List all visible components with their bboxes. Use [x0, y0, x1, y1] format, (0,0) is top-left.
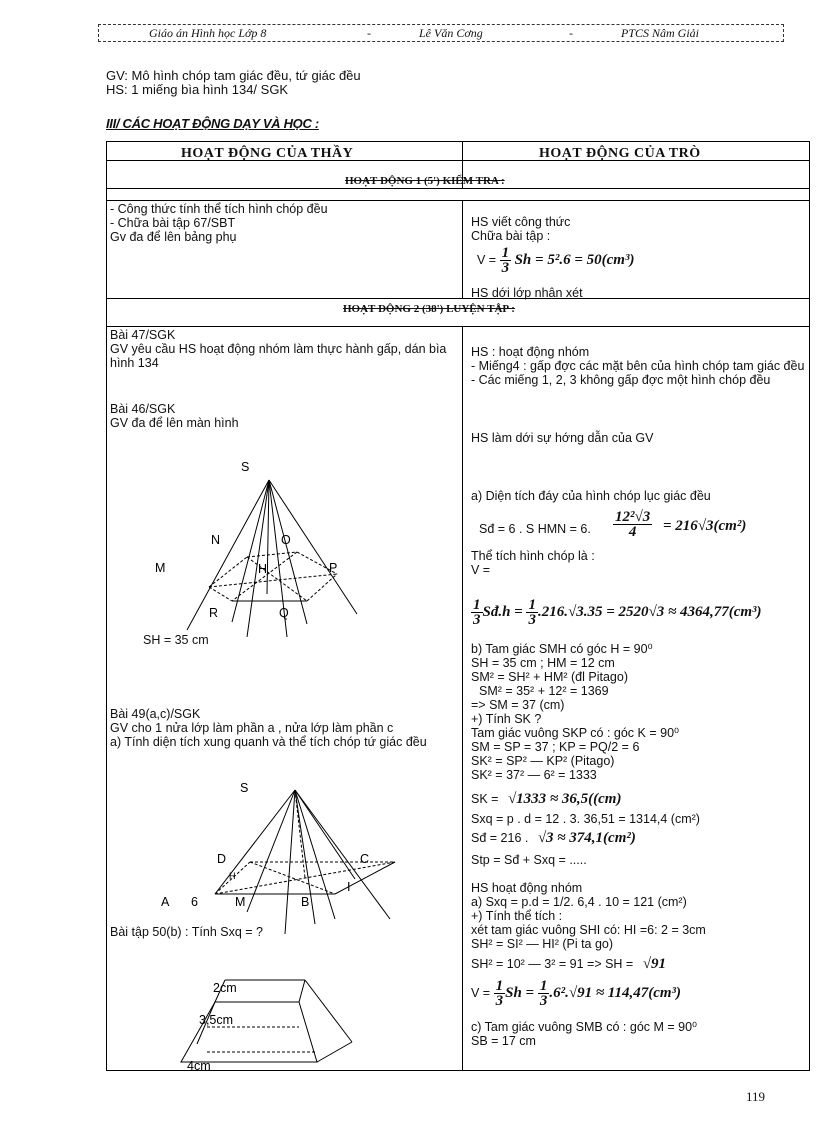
page-number: 119	[746, 1089, 766, 1104]
hexagonal-pyramid-figure	[147, 452, 367, 637]
text-line: SM² = SH² + HM² (đl Pitago)	[471, 670, 628, 684]
teacher-activity-2	[110, 328, 460, 370]
section-title: III/ CÁC HOẠT ĐỘNG DẠY VÀ HỌC :	[106, 116, 319, 131]
label-4cm: 4cm	[187, 1059, 211, 1070]
label-q: Q	[279, 606, 289, 620]
formula: .216.√3.35 = 2520√3 ≈ 4364,77(cm³)	[537, 603, 762, 620]
text-line: Sđ = 6 . S HMN = 6.	[479, 522, 591, 536]
activity-1-heading: HOẠT ĐỘNG 1 (5') KIỂM TRA :	[345, 175, 505, 187]
col-teacher-heading: HOẠT ĐỘNG CỦA THẦY	[181, 146, 354, 161]
triangle-smh	[471, 642, 679, 782]
numerator: 1	[501, 245, 510, 261]
divider	[107, 298, 809, 299]
header-center: Lê Văn Cơng	[419, 26, 483, 40]
text-line: GV cho 1 nửa lớp làm phần a , nửa lớp làm phần c	[110, 721, 394, 735]
text-line: SK² = 37² — 6² = 1333	[471, 768, 597, 782]
text-line: HS : hoạt động nhóm	[471, 345, 590, 359]
text-line: HS làm dới sự hớng dẫn của GV	[471, 431, 654, 445]
label-a: A	[161, 895, 170, 909]
formula: √3 ≈ 374,1(cm²)	[537, 830, 636, 846]
label-h: H	[229, 871, 236, 881]
label-o: O	[281, 533, 291, 547]
text-line: SH = 35 cm ; HM = 12 cm	[471, 656, 615, 670]
label-m: M	[235, 895, 246, 909]
numerator: 12²√3	[615, 509, 651, 525]
text-line: Sđ = 216 .	[471, 831, 529, 845]
formula: .6².√91 ≈ 114,47(cm³)	[549, 984, 682, 1001]
formula: √91	[642, 956, 666, 972]
label-six: 6	[191, 895, 198, 909]
text-line: a) Sxq = p.d = 1/2. 6,4 . 10 = 121 (cm²)	[471, 895, 687, 909]
divider	[107, 188, 809, 189]
text-line: V =	[471, 563, 491, 577]
formula: √1333 ≈ 36,5((cm)	[507, 791, 622, 807]
page-header	[98, 24, 784, 42]
col-student-heading: HOẠT ĐỘNG CỦA TRÒ	[539, 146, 701, 161]
intro-gv: GV: Mô hình chóp tam giác đều, tứ giác đều	[106, 68, 361, 83]
formula: Sh =	[505, 984, 538, 1001]
formula: = 216√3(cm²)	[663, 518, 747, 534]
frustum-figure	[167, 972, 377, 1070]
sh-calc	[471, 957, 666, 971]
volume-calc: $\frac{1}{3}$ Sđ.h = $\frac{1}{3}$ .216.√3.35 = 2520√3 ≈ 4364,77(cm³)	[473, 597, 762, 628]
text-line: Bài 47/SGK	[110, 328, 176, 342]
teacher-activity-1	[110, 202, 328, 244]
text-line: SB = 17 cm	[471, 1034, 536, 1048]
intro	[106, 69, 361, 97]
text-line: Tam giác vuông SKP có : góc K = 90⁰	[471, 726, 680, 740]
sk-line	[471, 792, 621, 806]
text-line: - Miếng4 : gấp đợc các mặt bên của hình chóp tam giác đều	[471, 359, 805, 373]
header-sep-2: -	[569, 26, 573, 40]
label-n: N	[211, 533, 221, 547]
text-line: SM² = 35² + 12² = 1369	[479, 684, 609, 698]
text-line: - Các miếng 1, 2, 3 không gấp đợc một hình chóp đều	[471, 373, 771, 387]
label-b: B	[301, 895, 310, 909]
text-line: V =	[477, 252, 497, 267]
text-line: SK =	[471, 792, 499, 806]
volume-calc-2: V = $\frac{1}{3}$ Sh = $\frac{1}{3}$ .6².√91 ≈ 114,47(cm³)	[471, 978, 682, 1009]
exercise-49	[110, 707, 460, 749]
label-c: C	[360, 852, 370, 866]
text-line: a) Diện tích đáy của hình chóp lục giác đều	[471, 489, 711, 503]
label-s: S	[240, 781, 249, 795]
text-line: - Chữa bài tập 67/SBT	[110, 216, 236, 230]
label-d: D	[217, 852, 227, 866]
student-note: HS dới lớp nhận xét	[471, 286, 583, 300]
sh-value: SH = 35 cm	[143, 633, 209, 647]
text-line: SH² = SI² — HI² (Pi ta go)	[471, 937, 614, 951]
label-i: I	[347, 880, 351, 894]
stp-line: Stp = Sđ + Sxq = .....	[471, 853, 587, 867]
text-line: HS viết công thức	[471, 215, 571, 229]
text-line: V =	[471, 985, 491, 1000]
text-line: SM = SP = 37 ; KP = PQ/2 = 6	[471, 740, 640, 754]
header-left: Giáo án Hình học Lớp 8	[149, 26, 267, 40]
text-line: => SM = 37 (cm)	[471, 698, 565, 712]
text-line: HS hoạt động nhóm	[471, 881, 583, 895]
intro-hs: HS: 1 miếng bìa hình 134/ SGK	[106, 82, 289, 97]
label-h: H	[258, 562, 268, 576]
student-activity-2	[471, 345, 807, 387]
text-line: c) Tam giác vuông SMB có : góc M = 90⁰	[471, 1020, 698, 1034]
student-activity-1	[471, 215, 570, 243]
triangle-smb	[471, 1020, 697, 1048]
exercise-46	[110, 402, 239, 430]
text-line: +) Tính SK ?	[471, 712, 542, 726]
text-line: Bài 46/SGK	[110, 402, 176, 416]
text-line: Bài 49(a,c)/SGK	[110, 707, 201, 721]
sxq-line: Sxq = p . d = 12 . 3. 36,51 = 1314,4 (cm²)	[471, 812, 700, 826]
label-s: S	[241, 460, 250, 474]
text-line: Thể tích hình chóp là :	[471, 549, 595, 563]
lesson-table	[106, 141, 810, 1071]
formula: Sđ.h =	[482, 603, 527, 620]
volume-formula	[477, 246, 634, 275]
formula: Sh = 5².6 = 50(cm³)	[514, 251, 635, 268]
divider	[107, 326, 809, 327]
denominator: 3	[501, 260, 510, 276]
text-line: xét tam giác vuông SHI có: HI =6: 2 = 3cm	[471, 923, 706, 937]
text-line: +) Tính thể tích :	[471, 909, 563, 923]
header-sep-1: -	[367, 26, 371, 40]
activity-2-heading: HOẠT ĐỘNG 2 (38') LUYỆN TẬP :	[343, 303, 515, 315]
text-line: Chữa bài tập :	[471, 229, 551, 243]
denominator: 4	[628, 524, 637, 540]
label-p: P	[329, 561, 338, 575]
text-line: SK² = SP² — KP² (Pitago)	[471, 754, 615, 768]
divider	[107, 200, 809, 201]
text-line: b) Tam giác SMH có góc H = 90⁰	[471, 642, 653, 656]
square-pyramid-figure	[155, 774, 405, 944]
divider	[462, 200, 463, 298]
text-line: SH² = 10² — 3² = 91 => SH =	[471, 957, 634, 971]
divider	[462, 326, 463, 1070]
group-work	[471, 881, 706, 951]
text-line: - Công thức tính thể tích hình chóp đều	[110, 202, 328, 216]
text-line: GV đa để lên màn hình	[110, 416, 239, 430]
header-right: PTCS Nâm Giải	[621, 26, 700, 40]
label-m: M	[155, 561, 166, 575]
label-r: R	[209, 606, 219, 620]
text-line: Gv đa để lên bảng phụ	[110, 230, 237, 244]
volume-label	[471, 549, 595, 577]
label-2cm: 2cm	[213, 981, 237, 995]
sd-line	[471, 831, 636, 845]
label-3-5cm: 3,5cm	[199, 1013, 234, 1027]
text-line: a) Tính diện tích xung quanh và thể tích chóp tứ giác đều	[110, 735, 427, 749]
text-line: GV yêu cầu HS hoạt động nhóm làm thực hành gấp, dán bìa hình 134	[110, 342, 447, 370]
exercise-50: Bài tập 50(b) : Tính Sxq = ?	[110, 925, 263, 939]
